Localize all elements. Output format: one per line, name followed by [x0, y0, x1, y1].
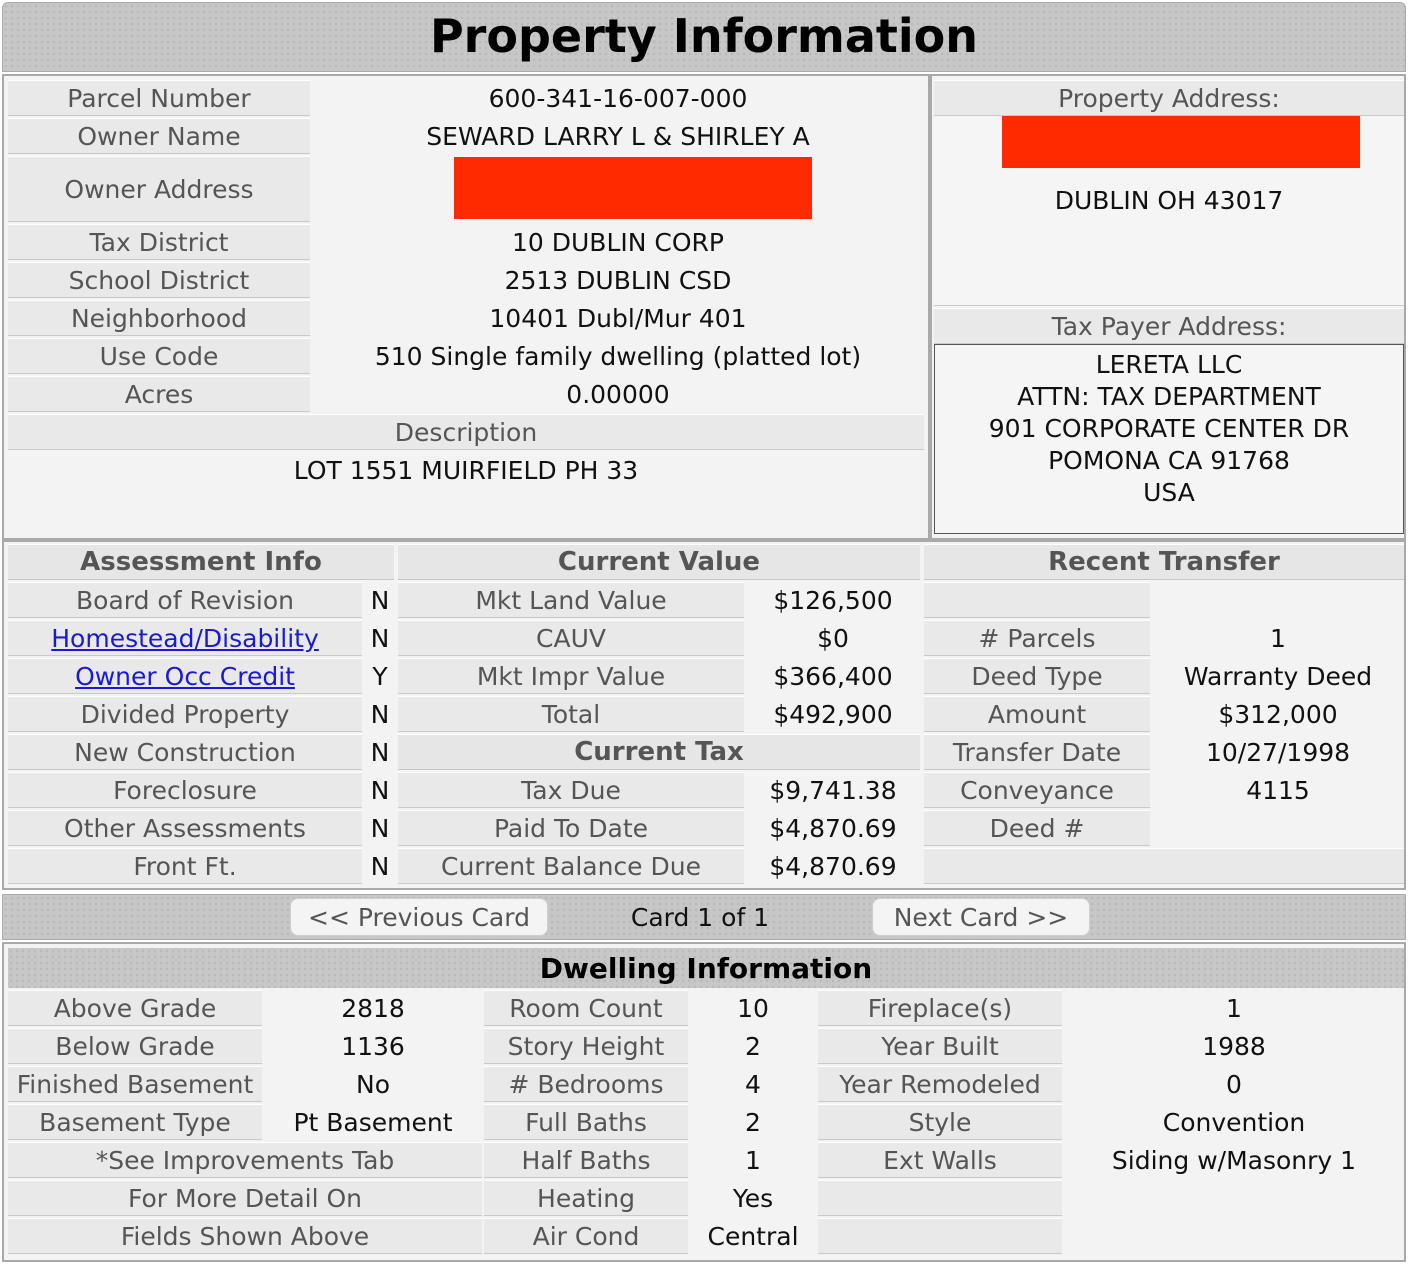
assessment-label	[8, 620, 362, 656]
current-value-label: CAUV	[398, 620, 744, 656]
dwelling-value: 1136	[341, 1031, 405, 1061]
dwelling-label: Fireplace(s)	[818, 990, 1062, 1026]
dwelling-value: 2	[745, 1107, 761, 1137]
current-value-header: Current Value	[398, 544, 920, 580]
tax-district-value: 10 DUBLIN CORP	[512, 227, 724, 257]
current-value-amount: $492,900	[773, 699, 893, 729]
dwelling-label: Heating	[484, 1180, 688, 1216]
dwelling-value: Siding w/Masonry 1	[1111, 1145, 1357, 1175]
neighborhood-label: Neighborhood	[8, 300, 310, 336]
transfer-value	[1152, 582, 1404, 618]
dwelling-label: Basement Type	[8, 1104, 262, 1140]
dwelling-value: 10	[737, 993, 769, 1023]
tax-payer-line: LERETA LLC	[1095, 350, 1243, 379]
current-tax-label: Paid To Date	[398, 810, 744, 846]
use-code-value: 510 Single family dwelling (platted lot)	[374, 341, 862, 371]
dwelling-value: 4	[745, 1069, 761, 1099]
assessment-flag: Y	[372, 661, 388, 691]
next-card-button[interactable]: Next Card >>	[872, 898, 1090, 936]
property-address-city: DUBLIN OH 43017	[1054, 185, 1284, 215]
current-tax-label: Current Balance Due	[398, 848, 744, 884]
transfer-value	[1152, 810, 1404, 846]
transfer-label: Deed #	[924, 810, 1150, 846]
dwelling-label: Full Baths	[484, 1104, 688, 1140]
dwelling-label: Year Built	[818, 1028, 1062, 1064]
dwelling-value: 0	[1226, 1069, 1242, 1099]
dwelling-label	[818, 1180, 1062, 1216]
dwelling-value: No	[356, 1069, 390, 1099]
description-label: Description	[8, 414, 924, 450]
assessment-label: New Construction	[8, 734, 362, 770]
assessment-info-header: Assessment Info	[8, 544, 394, 580]
homestead-disability-link[interactable]: Homestead/Disability	[51, 623, 319, 653]
current-tax-label: Tax Due	[398, 772, 744, 808]
dwelling-label: Half Baths	[484, 1142, 688, 1178]
assessment-label: Front Ft.	[8, 848, 362, 884]
dwelling-label: Story Height	[484, 1028, 688, 1064]
assessment-label: Other Assessments	[8, 810, 362, 846]
description-value: LOT 1551 MUIRFIELD PH 33	[293, 455, 639, 485]
acres-label: Acres	[8, 376, 310, 412]
tax-payer-line: POMONA CA 91768	[1048, 446, 1290, 475]
previous-card-button[interactable]: << Previous Card	[290, 898, 548, 936]
transfer-label: Amount	[924, 696, 1150, 732]
dwelling-value: 1988	[1202, 1031, 1266, 1061]
property-address-redaction	[1002, 116, 1360, 168]
dwelling-value: 2	[745, 1031, 761, 1061]
dwelling-header: Dwelling Information	[539, 952, 873, 985]
current-value-label: Mkt Impr Value	[398, 658, 744, 694]
transfer-value: $312,000	[1218, 699, 1338, 729]
title-bar	[2, 2, 1406, 72]
current-tax-amount: $4,870.69	[769, 813, 897, 843]
improvements-note: Fields Shown Above	[8, 1218, 482, 1254]
dwelling-label: Year Remodeled	[818, 1066, 1062, 1102]
tax-payer-line: 901 CORPORATE CENTER DR	[988, 414, 1350, 443]
owner-name-value: SEWARD LARRY L & SHIRLEY A	[426, 121, 810, 151]
school-district-label: School District	[8, 262, 310, 298]
property-address-label: Property Address:	[934, 80, 1404, 116]
current-value-label: Mkt Land Value	[398, 582, 744, 618]
dwelling-value: 1	[745, 1145, 761, 1175]
transfer-label: Deed Type	[924, 658, 1150, 694]
dwelling-label: Finished Basement	[8, 1066, 262, 1102]
use-code-label: Use Code	[8, 338, 310, 374]
transfer-value: 4115	[1246, 775, 1310, 805]
tax-payer-address-label: Tax Payer Address:	[934, 308, 1404, 344]
assessment-flag: N	[370, 585, 390, 615]
transfer-value: Warranty Deed	[1183, 661, 1373, 691]
owner-occ-credit-link[interactable]: Owner Occ Credit	[75, 661, 295, 691]
assessment-label: Foreclosure	[8, 772, 362, 808]
dwelling-value: Central	[707, 1221, 799, 1251]
transfer-label	[924, 582, 1150, 618]
owner-name-label: Owner Name	[8, 118, 310, 154]
card-status: Card 1 of 1	[630, 902, 770, 932]
current-value-amount: $126,500	[773, 585, 893, 615]
recent-transfer-header: Recent Transfer	[924, 544, 1404, 580]
parcel-number-label: Parcel Number	[8, 80, 310, 116]
transfer-footer-row	[924, 848, 1404, 884]
current-tax-amount: $9,741.38	[769, 775, 897, 805]
transfer-label: Conveyance	[924, 772, 1150, 808]
acres-value: 0.00000	[566, 379, 670, 409]
school-district-value: 2513 DUBLIN CSD	[504, 265, 732, 295]
current-tax-amount: $4,870.69	[769, 851, 897, 881]
parcel-number-value: 600-341-16-007-000	[488, 83, 748, 113]
assessment-label: Divided Property	[8, 696, 362, 732]
tax-district-label: Tax District	[8, 224, 310, 260]
assessment-flag: N	[370, 737, 390, 767]
transfer-value: 10/27/1998	[1205, 737, 1351, 767]
assessment-flag: N	[370, 623, 390, 653]
transfer-value: 1	[1270, 623, 1286, 653]
assessment-label	[8, 658, 362, 694]
dwelling-value: Convention	[1162, 1107, 1306, 1137]
owner-address-label: Owner Address	[8, 156, 310, 222]
improvements-note: For More Detail On	[8, 1180, 482, 1216]
dwelling-value: Yes	[732, 1183, 774, 1213]
assessment-flag: N	[370, 775, 390, 805]
dwelling-label: # Bedrooms	[484, 1066, 688, 1102]
dwelling-value	[1064, 1180, 1404, 1216]
assessment-flag: N	[370, 699, 390, 729]
page-title: Property Information	[429, 9, 979, 63]
current-value-amount: $366,400	[773, 661, 893, 691]
dwelling-label	[818, 1218, 1062, 1254]
current-value-amount: $0	[817, 623, 849, 653]
assessment-label: Board of Revision	[8, 582, 362, 618]
dwelling-value: 2818	[341, 993, 405, 1023]
assessment-flag: N	[370, 813, 390, 843]
dwelling-label: Ext Walls	[818, 1142, 1062, 1178]
transfer-label: # Parcels	[924, 620, 1150, 656]
dwelling-label: Style	[818, 1104, 1062, 1140]
transfer-label: Transfer Date	[924, 734, 1150, 770]
dwelling-header-bar	[8, 948, 1404, 988]
current-value-label: Total	[398, 696, 744, 732]
dwelling-label: Room Count	[484, 990, 688, 1026]
current-tax-header: Current Tax	[398, 734, 920, 770]
owner-address-redaction	[454, 157, 812, 219]
tax-payer-address-box	[934, 344, 1404, 534]
assessment-flag: N	[370, 851, 390, 881]
dwelling-value	[1064, 1218, 1404, 1254]
neighborhood-value: 10401 Dubl/Mur 401	[489, 303, 747, 333]
tax-payer-line: USA	[1143, 478, 1195, 507]
tax-payer-line: ATTN: TAX DEPARTMENT	[1017, 382, 1321, 411]
dwelling-label: Air Cond	[484, 1218, 688, 1254]
dwelling-value: 1	[1226, 993, 1242, 1023]
improvements-note: *See Improvements Tab	[8, 1142, 482, 1178]
dwelling-label: Above Grade	[8, 990, 262, 1026]
dwelling-label: Below Grade	[8, 1028, 262, 1064]
dwelling-value: Pt Basement	[293, 1107, 453, 1137]
